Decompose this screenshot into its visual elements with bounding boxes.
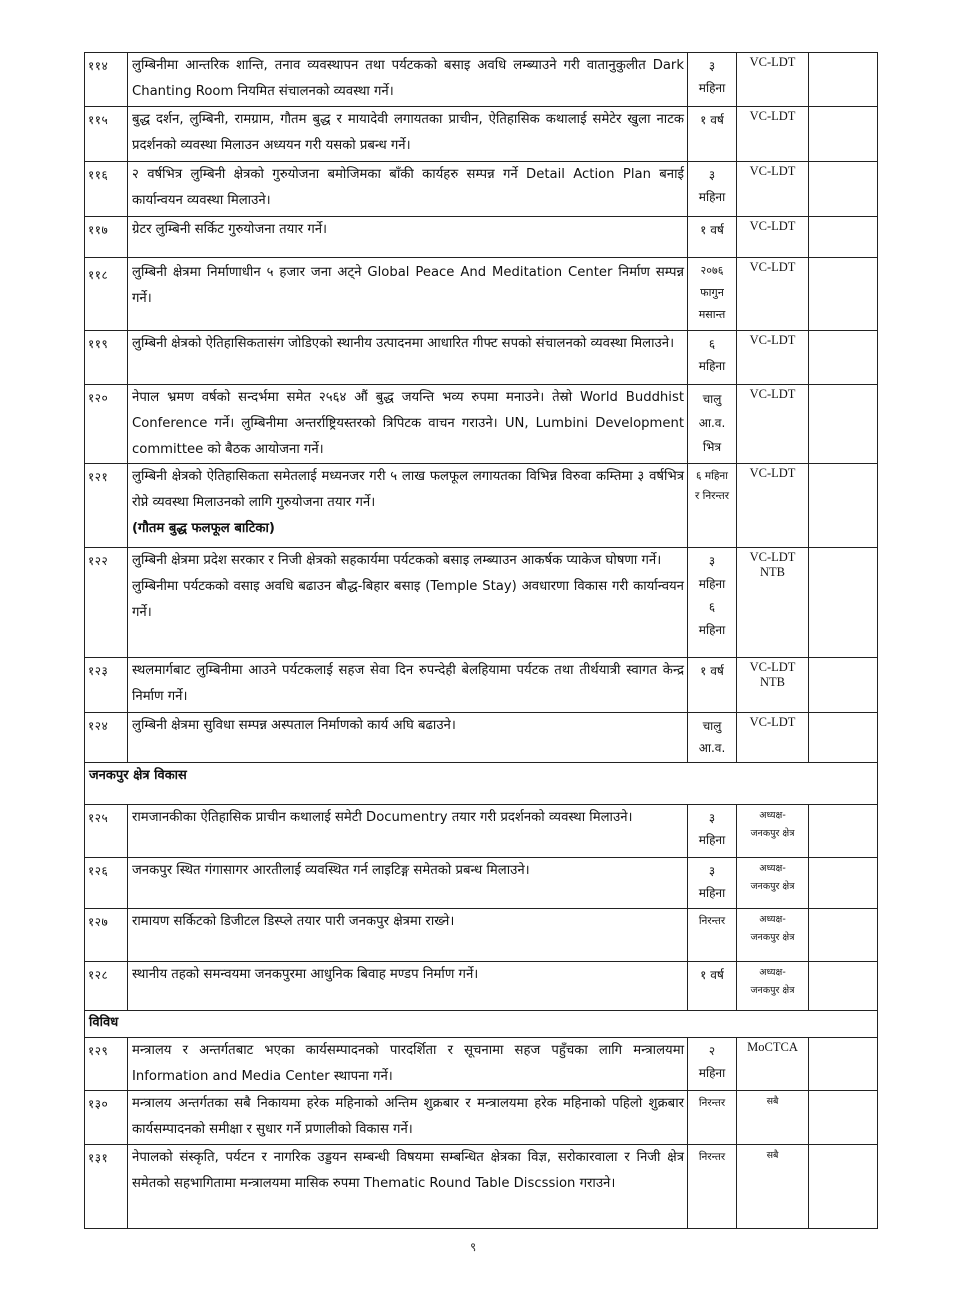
duration: ३ महिना ६ महिना (688, 548, 737, 658)
row-number: १३१ (85, 1145, 128, 1229)
duration: ३ महिना (688, 858, 737, 909)
row-number: १२३ (85, 658, 128, 713)
action-text: नेपालको संस्कृति, पर्यटन र नागरिक उड्डयन सम्बन्धी विषयमा सम्बन्धित क्षेत्रका विज्ञ, सरोकारवाला र निजी क्षेत्र समेतको सहभागितामा मन्त्रालयमा मासिक रुपमा Thematic Round Table Discssion गराउने। (128, 1145, 688, 1229)
garden-name: (गौतम बुद्ध फलफूल बाटिका) (132, 521, 275, 536)
section-title-janakpur: जनकपुर क्षेत्र विकास (85, 763, 878, 805)
responsible-agency: VC-LDT (737, 162, 809, 217)
duration: २ महिना (688, 1038, 737, 1091)
section-header-row (85, 763, 878, 805)
remarks-cell (809, 805, 878, 858)
table-row (85, 805, 878, 858)
remarks-cell (809, 858, 878, 909)
responsible-agency: VC-LDT NTB (737, 548, 809, 658)
table-row (85, 548, 878, 658)
action-text: लुम्बिनी क्षेत्रको ऐतिहासिकतासंग जोडिएको स्थानीय उत्पादनमा आधारित गीफ्ट सपको संचालनको व्यवस्था मिलाउने। (128, 331, 688, 385)
responsible-agency: MoCTCA (737, 1038, 809, 1091)
action-text: रामायण सर्किटको डिजीटल डिस्प्ले तयार पारी जनकपुर क्षेत्रमा राख्ने। (128, 909, 688, 962)
table-row (85, 385, 878, 464)
duration: १ वर्ष (688, 962, 737, 1011)
responsible-agency: अध्यक्ष- जनकपुर क्षेत्र (737, 858, 809, 909)
action-text: लुम्बिनी क्षेत्रको ऐतिहासिकता समेतलाई मध्यनजर गरी ५ लाख फलफूल लगायतका विभिन्न विरुवा कम्तिमा ३ वर्षभित्र रोप्ने व्यवस्था मिलाउनको लागि गुरुयोजना तयार गर्ने। (गौतम बुद्ध फलफूल बाटिका) (128, 464, 688, 548)
row-number: १२६ (85, 858, 128, 909)
responsible-agency: VC-LDT (737, 331, 809, 385)
table-row (85, 464, 878, 548)
table-row (85, 858, 878, 909)
action-text: मन्त्रालय अन्तर्गतका सबै निकायमा हरेक महिनाको अन्तिम शुक्रबार र मन्त्रालयमा हरेक महिनाको पहिलो शुक्रबार कार्यसम्पादनको समीक्षा र सुधार गर्ने प्रणालीको विकास गर्ने। (128, 1091, 688, 1145)
remarks-cell (809, 162, 878, 217)
action-text: लुम्बिनी क्षेत्रमा निर्माणाधीन ५ हजार जना अट्ने Global Peace And Meditation Center निर्माण सम्पन्न गर्ने। (128, 258, 688, 331)
action-text: लुम्बिनीमा आन्तरिक शान्ति, तनाव व्यवस्थापन तथा पर्यटकको बसाइ अवधि लम्ब्याउने गरी वातानुकुलीत Dark Chanting Room नियमित संचालनको व्यवस्था गर्ने। (128, 53, 688, 107)
action-text: स्थलमार्गबाट लुम्बिनीमा आउने पर्यटकलाई सहज सेवा दिन रुपन्देही बेलहियामा पर्यटक तथा तीर्थयात्री स्वागत केन्द्र निर्माण गर्ने। (128, 658, 688, 713)
table-row (85, 53, 878, 107)
remarks-cell (809, 962, 878, 1011)
duration: निरन्तर (688, 1091, 737, 1145)
row-number: १२९ (85, 1038, 128, 1091)
row-number: ११७ (85, 217, 128, 258)
duration: १ वर्ष (688, 107, 737, 162)
table-row (85, 713, 878, 763)
row-number: १३० (85, 1091, 128, 1145)
table-row (85, 107, 878, 162)
row-number: ११६ (85, 162, 128, 217)
responsible-agency: VC-LDT (737, 53, 809, 107)
remarks-cell (809, 658, 878, 713)
responsible-agency: VC-LDT NTB (737, 658, 809, 713)
row-number: १२२ (85, 548, 128, 658)
table-row (85, 1038, 878, 1091)
duration: चालु आ.व. भित्र (688, 385, 737, 464)
responsible-agency: अध्यक्ष- जनकपुर क्षेत्र (737, 805, 809, 858)
action-text: जनकपुर स्थित गंगासागर आरतीलाई व्यवस्थित गर्न लाइटिङ्ग समेतको प्रबन्ध मिलाउने। (128, 858, 688, 909)
responsible-agency: VC-LDT (737, 217, 809, 258)
row-number: ११८ (85, 258, 128, 331)
action-text: लुम्बिनी क्षेत्रमा सुविधा सम्पन्न अस्पताल निर्माणको कार्य अघि बढाउने। (128, 713, 688, 763)
row-number: १२५ (85, 805, 128, 858)
table-row (85, 909, 878, 962)
row-number: १२० (85, 385, 128, 464)
remarks-cell (809, 258, 878, 331)
duration: निरन्तर (688, 1145, 737, 1229)
action-text: २ वर्षभित्र लुम्बिनी क्षेत्रको गुरुयोजना बमोजिमका बाँकी कार्यहरु सम्पन्न गर्ने Detail Action Plan बनाई कार्यान्वयन व्यवस्था मिलाउने। (128, 162, 688, 217)
action-text: बुद्ध दर्शन, लुम्बिनी, रामग्राम, गौतम बुद्ध र मायादेवी लगायतका प्राचीन, ऐतिहासिक कथालाई समेटेर खुला नाटक प्रदर्शनको व्यवस्था मिलाउन अध्ययन गरी यसको प्रबन्ध गर्ने। (128, 107, 688, 162)
duration: ३ महिना (688, 805, 737, 858)
page-number: ९ (470, 1240, 477, 1254)
row-number: १२४ (85, 713, 128, 763)
remarks-cell (809, 217, 878, 258)
duration: ३ महिना (688, 53, 737, 107)
action-text: लुम्बिनी क्षेत्रमा प्रदेश सरकार र निजी क्षेत्रको सहकार्यमा पर्यटकको बसाइ लम्ब्याउन आकर्षक प्याकेज घोषणा गर्ने। लुम्बिनीमा पर्यटकको वसाइ अवधि बढाउन बौद्ध-बिहार बसाइ (Temple Stay) अवधारणा विकास गरी कार्यान्वयन गर्ने। (128, 548, 688, 658)
action-text: मन्त्रालय र अन्तर्गतबाट भएका कार्यसम्पादनको पारदर्शिता र सूचनामा सहज पहुँचका लागि मन्त्रालयमा Information and Media Center स्थापना गर्ने। (128, 1038, 688, 1091)
table-row (85, 331, 878, 385)
remarks-cell (809, 107, 878, 162)
row-number: १२१ (85, 464, 128, 548)
responsible-agency: VC-LDT (737, 258, 809, 331)
remarks-cell (809, 331, 878, 385)
duration: ३ महिना (688, 162, 737, 217)
table-row (85, 1091, 878, 1145)
table-row (85, 1145, 878, 1229)
row-number: ११५ (85, 107, 128, 162)
remarks-cell (809, 53, 878, 107)
responsible-agency: सबै (737, 1145, 809, 1229)
action-text: रामजानकीका ऐतिहासिक प्राचीन कथालाई समेटी Documentry तयार गरी प्रदर्शनको व्यवस्था मिलाउने। (128, 805, 688, 858)
remarks-cell (809, 1145, 878, 1229)
section-header-row (85, 1011, 878, 1038)
row-number: १२८ (85, 962, 128, 1011)
responsible-agency: VC-LDT (737, 107, 809, 162)
row-number: ११४ (85, 53, 128, 107)
action-plan-table (84, 52, 878, 1229)
duration: १ वर्ष (688, 658, 737, 713)
duration: १ वर्ष (688, 217, 737, 258)
duration: २०७६ फागुन मसान्त (688, 258, 737, 331)
duration: चालु आ.व. (688, 713, 737, 763)
table-row (85, 217, 878, 258)
table-row (85, 162, 878, 217)
remarks-cell (809, 909, 878, 962)
remarks-cell (809, 548, 878, 658)
remarks-cell (809, 1038, 878, 1091)
remarks-cell (809, 385, 878, 464)
responsible-agency: अध्यक्ष- जनकपुर क्षेत्र (737, 909, 809, 962)
action-text: स्थानीय तहको समन्वयमा जनकपुरमा आधुनिक बिवाह मण्डप निर्माण गर्ने। (128, 962, 688, 1011)
action-text: नेपाल भ्रमण वर्षको सन्दर्भमा समेत २५६४ औं बुद्ध जयन्ति भव्य रुपमा मनाउने। तेस्रो World Buddhist Conference गर्ने। लुम्बिनीमा अन्तर्राष्ट्रियस्तरको त्रिपिटक वाचन गराउने। UN, Lumbini Development committee को बैठक आयोजना गर्ने। (128, 385, 688, 464)
responsible-agency: VC-LDT (737, 713, 809, 763)
responsible-agency: अध्यक्ष- जनकपुर क्षेत्र (737, 962, 809, 1011)
table-row (85, 658, 878, 713)
duration: ६ महिना र निरन्तर (688, 464, 737, 548)
responsible-agency: सबै (737, 1091, 809, 1145)
row-number: ११९ (85, 331, 128, 385)
remarks-cell (809, 464, 878, 548)
section-title-misc: विविध (85, 1011, 878, 1038)
row-number: १२७ (85, 909, 128, 962)
remarks-cell (809, 713, 878, 763)
table-row (85, 258, 878, 331)
table-row (85, 962, 878, 1011)
action-text: ग्रेटर लुम्बिनी सर्किट गुरुयोजना तयार गर्ने। (128, 217, 688, 258)
responsible-agency: VC-LDT (737, 385, 809, 464)
remarks-cell (809, 1091, 878, 1145)
duration: ६ महिना (688, 331, 737, 385)
duration: निरन्तर (688, 909, 737, 962)
responsible-agency: VC-LDT (737, 464, 809, 548)
